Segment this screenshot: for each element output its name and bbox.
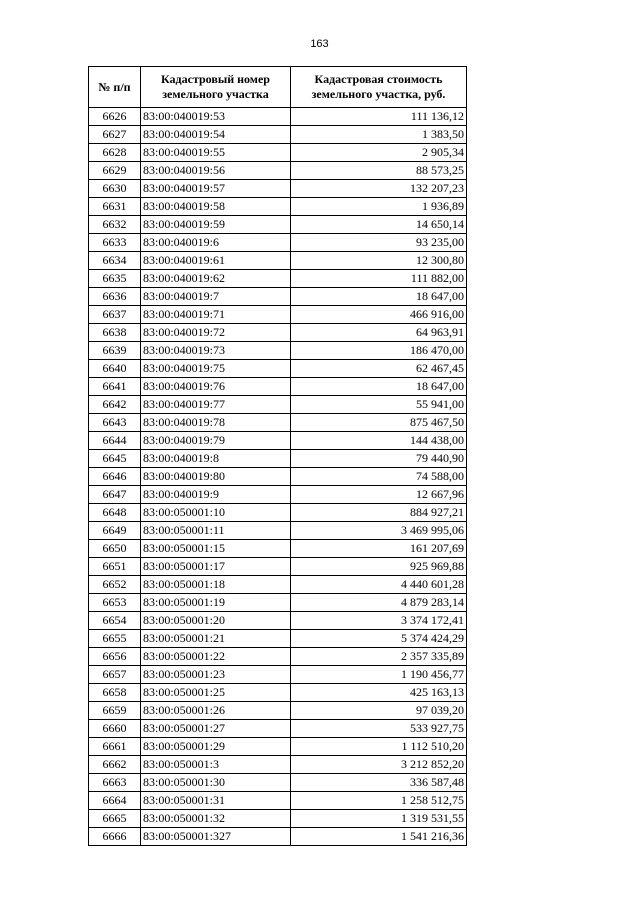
table-row: [89, 684, 467, 702]
table-row: [89, 432, 467, 450]
row-cadastral-cost: 132 207,23: [291, 180, 467, 198]
row-number: 6639: [89, 342, 141, 360]
row-number: 6635: [89, 270, 141, 288]
row-cadastral-cost: 2 357 335,89: [291, 648, 467, 666]
row-cadastral-cost: 875 467,50: [291, 414, 467, 432]
row-cadastral-cost: 144 438,00: [291, 432, 467, 450]
row-cadastral-cost: 3 212 852,20: [291, 756, 467, 774]
row-cadastral-cost: 18 647,00: [291, 378, 467, 396]
row-number: 6660: [89, 720, 141, 738]
row-cadastral-number: 83:00:040019:54: [141, 126, 291, 144]
row-number: 6657: [89, 666, 141, 684]
table-row: [89, 198, 467, 216]
row-number: 6666: [89, 828, 141, 846]
row-number: 6664: [89, 792, 141, 810]
row-number: 6627: [89, 126, 141, 144]
row-cadastral-number: 83:00:050001:19: [141, 594, 291, 612]
row-cadastral-number: 83:00:050001:20: [141, 612, 291, 630]
row-cadastral-cost: 1 936,89: [291, 198, 467, 216]
row-cadastral-number: 83:00:050001:15: [141, 540, 291, 558]
row-number: 6626: [89, 108, 141, 126]
header-number: № п/п: [89, 67, 141, 108]
row-cadastral-cost: 111 136,12: [291, 108, 467, 126]
row-cadastral-cost: 97 039,20: [291, 702, 467, 720]
table-row: [89, 828, 467, 846]
row-cadastral-number: 83:00:040019:61: [141, 252, 291, 270]
table-row: [89, 108, 467, 126]
row-number: 6652: [89, 576, 141, 594]
row-cadastral-cost: 466 916,00: [291, 306, 467, 324]
row-cadastral-cost: 425 163,13: [291, 684, 467, 702]
row-number: 6653: [89, 594, 141, 612]
row-number: 6643: [89, 414, 141, 432]
row-cadastral-cost: 533 927,75: [291, 720, 467, 738]
table-row: [89, 810, 467, 828]
table-body: [89, 108, 467, 846]
cadastral-table: [88, 66, 467, 846]
table-row: [89, 180, 467, 198]
row-cadastral-number: 83:00:050001:31: [141, 792, 291, 810]
row-number: 6637: [89, 306, 141, 324]
row-cadastral-number: 83:00:050001:23: [141, 666, 291, 684]
row-cadastral-cost: 93 235,00: [291, 234, 467, 252]
table-row: [89, 396, 467, 414]
table-row: [89, 558, 467, 576]
page-number: 163: [310, 38, 329, 50]
row-number: 6651: [89, 558, 141, 576]
row-cadastral-cost: 3 469 995,06: [291, 522, 467, 540]
row-cadastral-cost: 12 667,96: [291, 486, 467, 504]
row-cadastral-cost: 64 963,91: [291, 324, 467, 342]
table-row: [89, 360, 467, 378]
table-row: [89, 702, 467, 720]
row-cadastral-number: 83:00:050001:25: [141, 684, 291, 702]
row-cadastral-number: 83:00:040019:78: [141, 414, 291, 432]
row-number: 6646: [89, 468, 141, 486]
row-cadastral-cost: 1 258 512,75: [291, 792, 467, 810]
row-number: 6628: [89, 144, 141, 162]
table-row: [89, 288, 467, 306]
row-cadastral-number: 83:00:040019:57: [141, 180, 291, 198]
row-cadastral-number: 83:00:040019:73: [141, 342, 291, 360]
table-row: [89, 720, 467, 738]
row-number: 6661: [89, 738, 141, 756]
row-cadastral-cost: 79 440,90: [291, 450, 467, 468]
table-row: [89, 576, 467, 594]
row-cadastral-number: 83:00:050001:3: [141, 756, 291, 774]
row-number: 6629: [89, 162, 141, 180]
table-row: [89, 756, 467, 774]
row-cadastral-cost: 74 588,00: [291, 468, 467, 486]
table-row: [89, 252, 467, 270]
row-number: 6642: [89, 396, 141, 414]
row-number: 6644: [89, 432, 141, 450]
row-cadastral-cost: 4 440 601,28: [291, 576, 467, 594]
row-cadastral-cost: 18 647,00: [291, 288, 467, 306]
row-number: 6650: [89, 540, 141, 558]
table-row: [89, 216, 467, 234]
row-number: 6654: [89, 612, 141, 630]
row-cadastral-cost: 111 882,00: [291, 270, 467, 288]
table-row: [89, 414, 467, 432]
table-row: [89, 522, 467, 540]
row-cadastral-number: 83:00:040019:76: [141, 378, 291, 396]
table-row: [89, 468, 467, 486]
row-cadastral-cost: 5 374 424,29: [291, 630, 467, 648]
table-row: [89, 792, 467, 810]
row-cadastral-number: 83:00:040019:56: [141, 162, 291, 180]
row-cadastral-number: 83:00:040019:8: [141, 450, 291, 468]
row-number: 6658: [89, 684, 141, 702]
row-cadastral-number: 83:00:040019:77: [141, 396, 291, 414]
table-row: [89, 162, 467, 180]
row-cadastral-cost: 3 374 172,41: [291, 612, 467, 630]
row-cadastral-number: 83:00:050001:10: [141, 504, 291, 522]
table-row: [89, 648, 467, 666]
row-cadastral-cost: 55 941,00: [291, 396, 467, 414]
row-number: 6647: [89, 486, 141, 504]
row-cadastral-number: 83:00:050001:11: [141, 522, 291, 540]
row-number: 6663: [89, 774, 141, 792]
row-cadastral-number: 83:00:040019:53: [141, 108, 291, 126]
row-cadastral-cost: 1 319 531,55: [291, 810, 467, 828]
table-row: [89, 738, 467, 756]
table-row: [89, 450, 467, 468]
table-row: [89, 630, 467, 648]
row-cadastral-cost: 62 467,45: [291, 360, 467, 378]
row-number: 6659: [89, 702, 141, 720]
row-cadastral-cost: 1 190 456,77: [291, 666, 467, 684]
row-cadastral-number: 83:00:050001:30: [141, 774, 291, 792]
row-cadastral-number: 83:00:040019:7: [141, 288, 291, 306]
row-cadastral-cost: 14 650,14: [291, 216, 467, 234]
row-number: 6631: [89, 198, 141, 216]
row-cadastral-cost: 925 969,88: [291, 558, 467, 576]
row-number: 6638: [89, 324, 141, 342]
row-cadastral-cost: 12 300,80: [291, 252, 467, 270]
header-cadastral-cost: Кадастровая стоимость земельного участка, руб.: [291, 67, 467, 108]
row-number: 6656: [89, 648, 141, 666]
table-row: [89, 270, 467, 288]
row-number: 6649: [89, 522, 141, 540]
table-row: [89, 666, 467, 684]
row-number: 6662: [89, 756, 141, 774]
row-cadastral-cost: 884 927,21: [291, 504, 467, 522]
row-cadastral-number: 83:00:040019:55: [141, 144, 291, 162]
row-cadastral-cost: 4 879 283,14: [291, 594, 467, 612]
row-cadastral-number: 83:00:040019:79: [141, 432, 291, 450]
row-cadastral-number: 83:00:040019:62: [141, 270, 291, 288]
row-number: 6641: [89, 378, 141, 396]
row-number: 6665: [89, 810, 141, 828]
row-number: 6636: [89, 288, 141, 306]
table-row: [89, 144, 467, 162]
table-row: [89, 594, 467, 612]
row-cadastral-cost: 336 587,48: [291, 774, 467, 792]
header-cadastral-number: Кадастровый номер земельного участка: [141, 67, 291, 108]
row-cadastral-number: 83:00:040019:59: [141, 216, 291, 234]
row-cadastral-number: 83:00:040019:75: [141, 360, 291, 378]
row-cadastral-number: 83:00:040019:6: [141, 234, 291, 252]
row-cadastral-number: 83:00:050001:22: [141, 648, 291, 666]
row-cadastral-cost: 1 383,50: [291, 126, 467, 144]
row-cadastral-number: 83:00:050001:21: [141, 630, 291, 648]
row-number: 6634: [89, 252, 141, 270]
row-cadastral-number: 83:00:050001:327: [141, 828, 291, 846]
row-cadastral-cost: 88 573,25: [291, 162, 467, 180]
row-number: 6655: [89, 630, 141, 648]
row-cadastral-cost: 186 470,00: [291, 342, 467, 360]
row-cadastral-number: 83:00:050001:27: [141, 720, 291, 738]
table-row: [89, 504, 467, 522]
row-number: 6640: [89, 360, 141, 378]
table-row: [89, 306, 467, 324]
row-number: 6633: [89, 234, 141, 252]
table-row: [89, 126, 467, 144]
table-row: [89, 342, 467, 360]
table-row: [89, 324, 467, 342]
table-header-row: [89, 67, 467, 108]
row-cadastral-number: 83:00:050001:18: [141, 576, 291, 594]
row-cadastral-number: 83:00:050001:26: [141, 702, 291, 720]
table-row: [89, 540, 467, 558]
row-cadastral-number: 83:00:040019:71: [141, 306, 291, 324]
row-cadastral-cost: 1 541 216,36: [291, 828, 467, 846]
row-cadastral-number: 83:00:050001:29: [141, 738, 291, 756]
row-number: 6645: [89, 450, 141, 468]
row-cadastral-number: 83:00:040019:72: [141, 324, 291, 342]
row-number: 6632: [89, 216, 141, 234]
table-row: [89, 486, 467, 504]
row-cadastral-number: 83:00:040019:58: [141, 198, 291, 216]
table-row: [89, 774, 467, 792]
row-cadastral-cost: 2 905,34: [291, 144, 467, 162]
row-cadastral-number: 83:00:040019:80: [141, 468, 291, 486]
table-row: [89, 234, 467, 252]
table-row: [89, 612, 467, 630]
row-cadastral-cost: 1 112 510,20: [291, 738, 467, 756]
row-number: 6648: [89, 504, 141, 522]
row-cadastral-number: 83:00:050001:32: [141, 810, 291, 828]
row-number: 6630: [89, 180, 141, 198]
table-row: [89, 378, 467, 396]
row-cadastral-number: 83:00:050001:17: [141, 558, 291, 576]
row-cadastral-cost: 161 207,69: [291, 540, 467, 558]
row-cadastral-number: 83:00:040019:9: [141, 486, 291, 504]
